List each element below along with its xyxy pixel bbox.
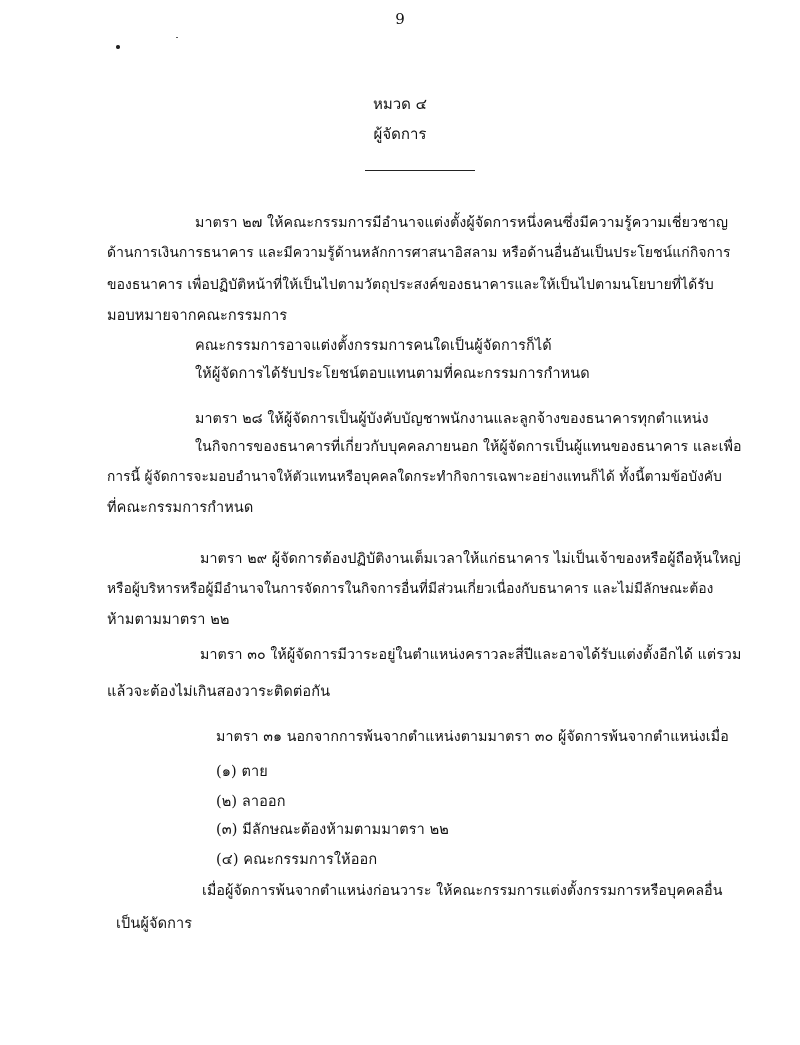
text-line: มาตรา ๓๐ ให้ผู้จัดการมีวาระอยู่ในตำแหน่งคราวละสี่ปีและอาจได้รับแต่งตั้งอีกได้ แต่รวม xyxy=(200,647,742,663)
text-line: คณะกรรมการอาจแต่งตั้งกรรมการคนใดเป็นผู้จัดการก็ได้ xyxy=(195,338,552,354)
text-line: แล้วจะต้องไม่เกินสองวาระติดต่อกัน xyxy=(107,684,331,700)
scan-speck xyxy=(116,45,120,49)
text-line: ในกิจการของธนาคารที่เกี่ยวกับบุคคลภายนอก ให้ผู้จัดการเป็นผู้แทนของธนาคาร และเพื่อ xyxy=(195,439,742,455)
title-divider xyxy=(365,170,475,171)
list-item: (๑) ตาย xyxy=(216,764,268,780)
text-line: มาตรา ๒๗ ให้คณะกรรมการมีอำนาจแต่งตั้งผู้จัดการหนึ่งคนซึ่งมีความรู้ความเชี่ยวชาญ xyxy=(195,215,729,231)
text-line: หรือผู้บริหารหรือผู้มีอำนาจในการจัดการในกิจการอื่นที่มีส่วนเกี่ยวเนื่องกับธนาคาร และไม่มีลักษณะต้อง xyxy=(107,581,714,597)
list-item: (๔) คณะกรรมการให้ออก xyxy=(216,852,378,868)
text-line: เมื่อผู้จัดการพ้นจากตำแหน่งก่อนวาระ ให้คณะกรรมการแต่งตั้งกรรมการหรือบุคคลอื่น xyxy=(202,883,723,899)
text-line: ของธนาคาร เพื่อปฏิบัติหน้าที่ให้เป็นไปตามวัตถุประสงค์ของธนาคารและให้เป็นไปตามนโยบายที่ได้รับ xyxy=(107,277,714,293)
text-line: ห้ามตามมาตรา ๒๒ xyxy=(107,612,230,628)
chapter-number: หมวด ๔ xyxy=(372,95,428,113)
text-line: มาตรา ๓๑ นอกจากการพ้นจากตำแหน่งตามมาตรา ๓๐ ผู้จัดการพ้นจากตำแหน่งเมื่อ xyxy=(216,729,729,745)
text-line: ให้ผู้จัดการได้รับประโยชน์ตอบแทนตามที่คณะกรรมการกำหนด xyxy=(195,366,590,382)
chapter-title: ผู้จัดการ xyxy=(373,125,427,143)
page-number: 9 xyxy=(395,10,405,28)
text-line: มาตรา ๒๘ ให้ผู้จัดการเป็นผู้บังคับบัญชาพนักงานและลูกจ้างของธนาคารทุกตำแหน่ง xyxy=(195,411,709,427)
scan-speck xyxy=(176,37,178,38)
text-line: ที่คณะกรรมการกำหนด xyxy=(107,500,254,516)
text-line: ด้านการเงินการธนาคาร และมีความรู้ด้านหลักการศาสนาอิสลาม หรือด้านอื่นอันเป็นประโยชน์แก่กิจการ xyxy=(107,245,731,261)
text-line: มาตรา ๒๙ ผู้จัดการต้องปฏิบัติงานเต็มเวลาให้แก่ธนาคาร ไม่เป็นเจ้าของหรือผู้ถือหุ้นใหญ่ xyxy=(200,551,741,567)
list-item: (๒) ลาออก xyxy=(216,794,286,810)
list-item: (๓) มีลักษณะต้องห้ามตามมาตรา ๒๒ xyxy=(216,822,449,838)
text-line: มอบหมายจากคณะกรรมการ xyxy=(107,308,288,324)
text-line: การนี้ ผู้จัดการจะมอบอำนาจให้ตัวแทนหรือบุคคลใดกระทำกิจการเฉพาะอย่างแทนก็ได้ ทั้งนี้ตามข้อบังคับ xyxy=(107,469,722,485)
text-line: เป็นผู้จัดการ xyxy=(116,916,193,932)
